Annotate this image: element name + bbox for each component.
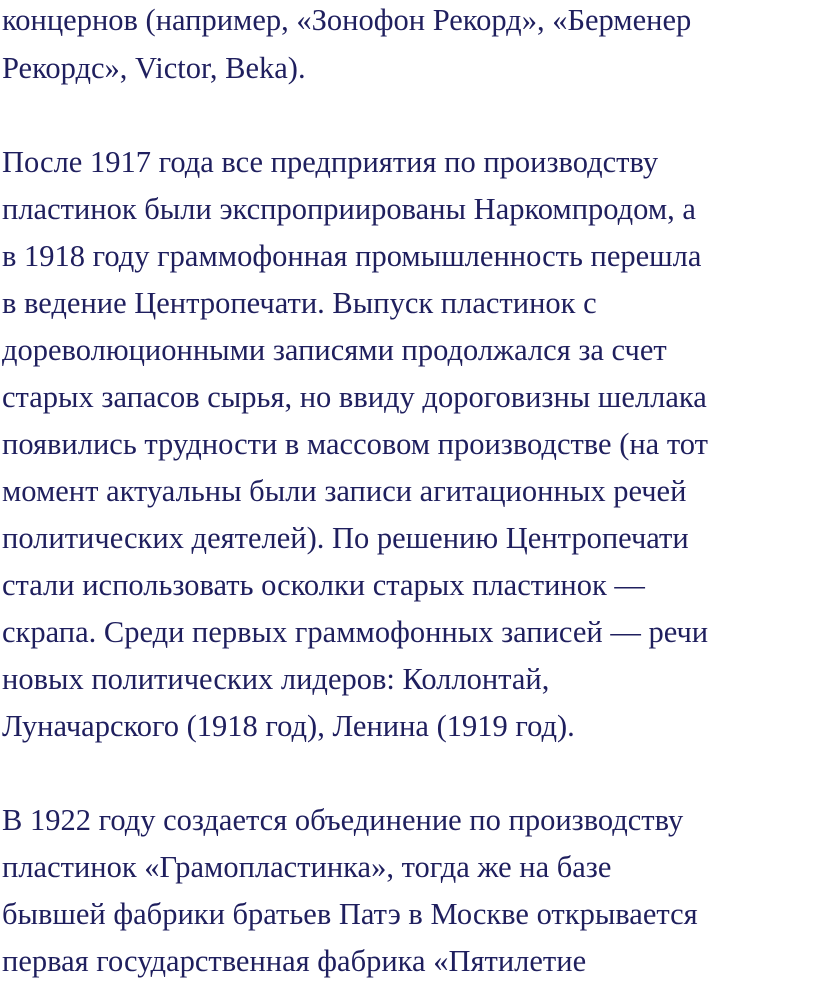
text-line: бывшей фабрики братьев Патэ в Москве открывается <box>2 897 698 931</box>
text-line: пластинок «Грамопластинка», тогда же на базе <box>2 850 612 884</box>
text-line: пластинок были экспроприированы Наркомпродом, а <box>2 192 696 226</box>
text-line: старых запасов сырья, но ввиду дороговизны шеллака <box>2 380 707 414</box>
text-line: новых политических лидеров: Коллонтай, <box>2 662 550 696</box>
text-line: первая государственная фабрика «Пятилетие <box>2 944 587 978</box>
text-line: Рекордс», Victor, Beka). <box>2 51 306 85</box>
text-line: Луначарского (1918 год), Ленина (1919 год). <box>2 709 575 743</box>
text-line: дореволюционными записями продолжался за счет <box>2 333 667 367</box>
text-line: стали использовать осколки старых пластинок — <box>2 568 645 602</box>
text-line: в 1918 году граммофонная промышленность перешла <box>2 239 702 273</box>
text-line: в ведение Центропечати. Выпуск пластинок с <box>2 286 597 320</box>
text-line: политических деятелей). По решению Центропечати <box>2 521 689 555</box>
text-line: концернов (например, «Зонофон Рекорд», «Берменер <box>2 3 692 37</box>
text-line: После 1917 года все предприятия по производству <box>2 145 659 179</box>
text-line: момент актуальны были записи агитационных речей <box>2 474 687 508</box>
text-line: В 1922 году создается объединение по производству <box>2 803 684 837</box>
text-line: появились трудности в массовом производстве (на тот <box>2 427 708 461</box>
text-line: скрапа. Среди первых граммофонных записей — речи <box>2 615 709 649</box>
